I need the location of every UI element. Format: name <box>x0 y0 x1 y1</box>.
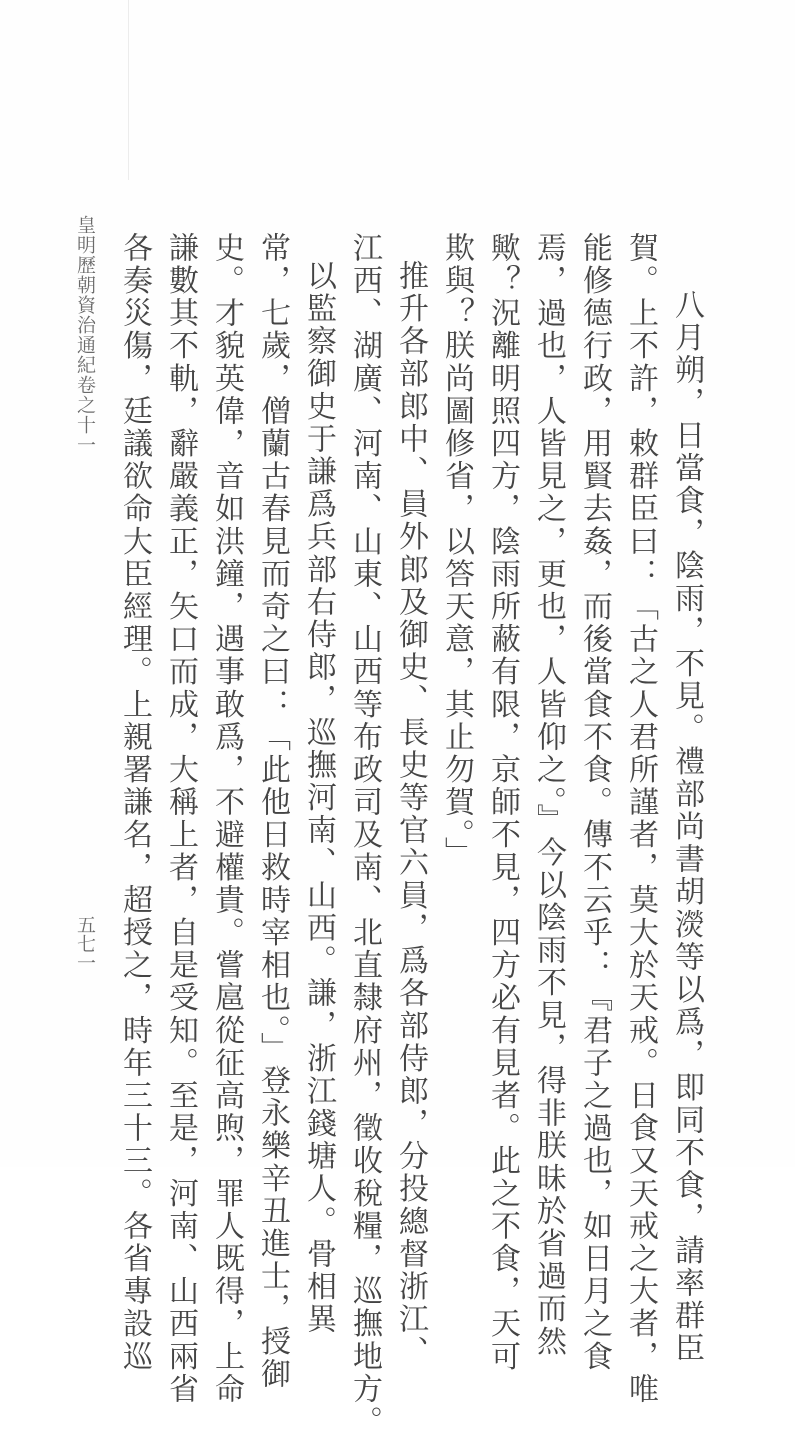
text-column-13: 各奏災傷，廷議欲命大臣經理。上親署謙名，超授之，時年三十三。各省專設巡 <box>117 232 152 1373</box>
book-title-margin: 皇明歷朝資治通紀卷之十一 <box>74 215 96 455</box>
text-column-11: 史。才貌英偉，音如洪鐘，遇事敢爲，不避權貴。嘗扈從征高煦，罪人既得，上命 <box>209 232 244 1406</box>
text-column-5: 歟？況離明照四方，陰雨所蔽有限，京師不見，四方必有見者。此之不食，天可 <box>485 232 520 1373</box>
text-column-9: 以監察御史于謙爲兵部右侍郎，巡撫河南、山西。謙，浙江錢塘人。骨相異 <box>301 260 336 1336</box>
text-column-10: 常，七歲，僧蘭古春見而奇之曰：「此他日救時宰相也。」登永樂辛丑進士，授御 <box>255 232 290 1391</box>
text-column-2: 賀。上不許，敕群臣曰：「古之人君所謹者，莫大於天戒。日食又天戒之大者，唯 <box>623 232 658 1406</box>
page-number: 五七一 <box>74 915 96 972</box>
text-column-6: 欺與？朕尚圖修省，以答天意，其止勿賀。」 <box>439 232 474 869</box>
text-column-1: 八月朔，日當食，陰雨，不見。禮部尚書胡濙等以爲，即同不食，請率群臣 <box>669 289 704 1365</box>
text-column-4: 焉，過也，人皆見之，更也，人皆仰之。』今以陰雨不見，得非朕昧於省過而然 <box>531 232 566 1358</box>
text-column-7: 推升各部郎中、員外郎及御史、長史等官六員，爲各部侍郎，分投總督浙江、 <box>393 260 428 1369</box>
vertical-text-body <box>112 232 712 1438</box>
page-edge-line <box>128 0 129 180</box>
text-column-3: 能修德行政，用賢去姦，而後當食不食。傳不云乎：『君子之過也，如日月之食 <box>577 232 612 1373</box>
text-column-12: 謙數其不軌，辭嚴義正，矢口而成，大稱上者，自是受知。至是，河南、山西兩省 <box>163 232 198 1406</box>
text-column-8: 江西、湖廣、河南、山東、山西等布政司及南、北直隸府州，徵收稅糧，巡撫地方。 <box>347 232 382 1438</box>
